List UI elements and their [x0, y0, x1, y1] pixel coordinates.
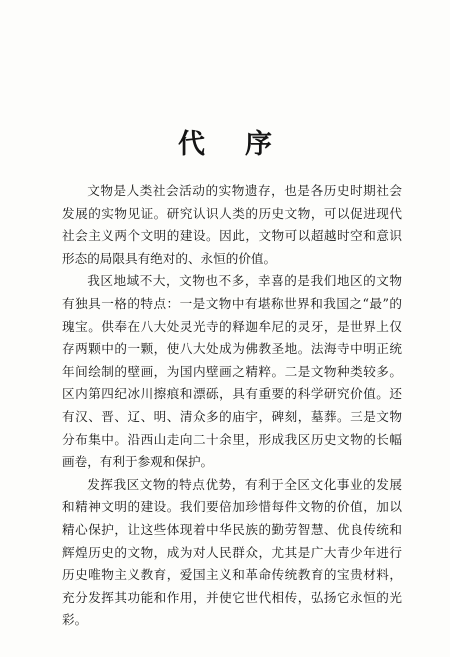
preface-body [62, 180, 402, 632]
paragraph-2: 我区地域不大，文物也不多，幸喜的是我们地区的文物有独具一格的特点：一是文物中有堪称世界和我国之“最”的瑰宝。供奉在八大处灵光寺的释迦牟尼的灵牙，是世界上仅存两颗中的一颗，使八大处成为佛教圣地。法海寺中明正统年间绘制的壁画，为国内壁画之精粹。二是文物种类较多。区内第四纪冰川擦痕和漂砾，具有重要的科学研究价值。还有汉、晋、辽、明、清众多的庙宇，碑刻，墓葬。三是文物分布集中。沿西山走向二十余里，形成我区历史文物的长幅画卷，有利于参观和保护。 [62, 273, 402, 470]
paragraph-3: 发挥我区文物的特点优势，有利于全区文化事业的发展和精神文明的建设。我们要倍加珍惜每件文物的价值，加以精心保护，让这些体现着中华民族的勤劳智慧、优良传统和辉煌历史的文物，成为对人民群众，尤其是广大青少年进行历史唯物主义教育，爱国主义和革命传统教育的宝贵材料，充分发挥其功能和作用，并使它世代相传，弘扬它永恒的光彩。 [62, 476, 402, 628]
preface-title [0, 128, 450, 162]
paragraph-1: 文物是人类社会活动的实物遗存，也是各历史时期社会发展的实物见证。研究认识人类的历史文物，可以促进现代社会主义两个文明的建设。因此，文物可以超越时空和意识形态的局限具有绝对的、永恒的价值。 [62, 183, 402, 266]
title-char-1: 代 [178, 129, 205, 160]
title-char-2: 序 [245, 129, 272, 160]
